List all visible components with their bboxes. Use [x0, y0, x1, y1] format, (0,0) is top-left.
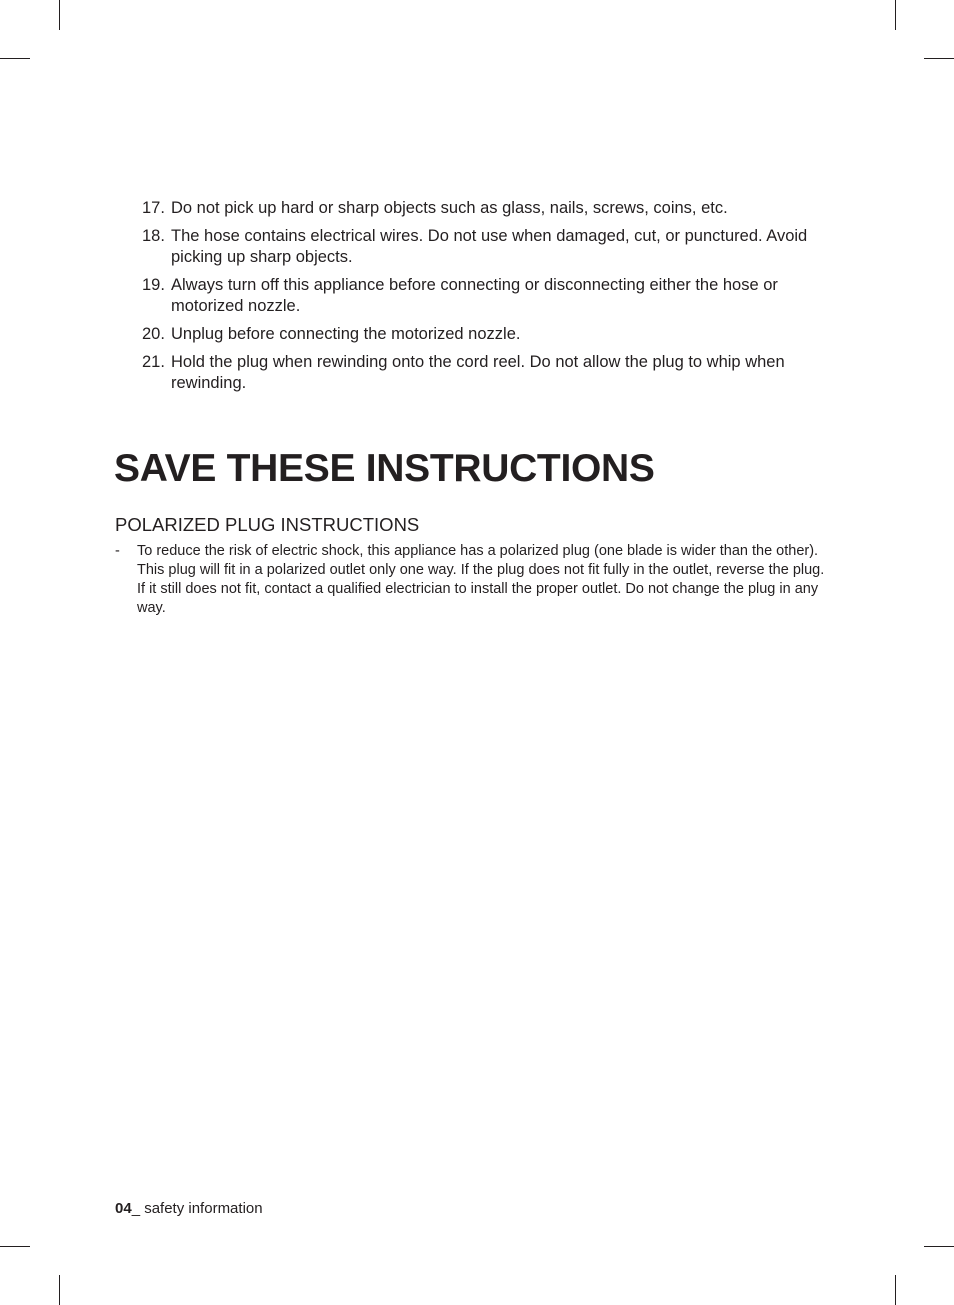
list-item-number: 19.: [142, 276, 165, 294]
safety-instructions-list: [142, 198, 842, 401]
list-item-text: Always turn off this appliance before connecting or disconnecting either the hose or motorized nozzle.: [171, 276, 778, 315]
list-item-text: Hold the plug when rewinding onto the cord reel. Do not allow the plug to whip when rewinding.: [171, 353, 785, 392]
polarized-plug-text: To reduce the risk of electric shock, this appliance has a polarized plug (one blade is wider than the other). This plug will fit in a polarized outlet only one way. If the plug does not fit fully in the outlet, reverse the plug. If it still does not fit, contact a qualified electrician to install the proper outlet. Do not change the plug in any way.: [137, 543, 825, 616]
list-item: [142, 226, 842, 268]
page-footer: [115, 1199, 263, 1219]
crop-mark-bottom-left-horizontal: [0, 1246, 30, 1247]
list-item-number: 17.: [142, 199, 165, 217]
list-item-text: Unplug before connecting the motorized nozzle.: [171, 325, 521, 343]
section-heading: POLARIZED PLUG INSTRUCTIONS: [115, 514, 420, 535]
list-item-text: Do not pick up hard or sharp objects such as glass, nails, screws, coins, etc.: [171, 199, 728, 217]
dash-bullet: -: [115, 543, 120, 559]
list-item: [142, 324, 842, 345]
list-item: [142, 198, 842, 219]
polarized-plug-note: [115, 542, 835, 618]
crop-mark-bottom-left-vertical: [59, 1275, 60, 1305]
list-item: [115, 542, 835, 618]
crop-mark-top-left-horizontal: [0, 58, 30, 59]
list-item-number: 18.: [142, 227, 165, 245]
crop-mark-top-right-horizontal: [924, 58, 954, 59]
list-item-text: The hose contains electrical wires. Do not use when damaged, cut, or punctured. Avoid picking up sharp objects.: [171, 227, 808, 266]
crop-mark-top-right-vertical: [895, 0, 896, 30]
list-item: [142, 275, 842, 317]
page-number: 04: [115, 1200, 132, 1217]
list-item-number: 20.: [142, 325, 165, 343]
list-item-number: 21.: [142, 353, 165, 371]
crop-mark-bottom-right-vertical: [895, 1275, 896, 1305]
crop-mark-top-left-vertical: [59, 0, 60, 30]
list-item: [142, 352, 842, 394]
page-title: SAVE THESE INSTRUCTIONS: [114, 447, 655, 490]
footer-section-label: _ safety information: [131, 1200, 263, 1217]
crop-mark-bottom-right-horizontal: [924, 1246, 954, 1247]
